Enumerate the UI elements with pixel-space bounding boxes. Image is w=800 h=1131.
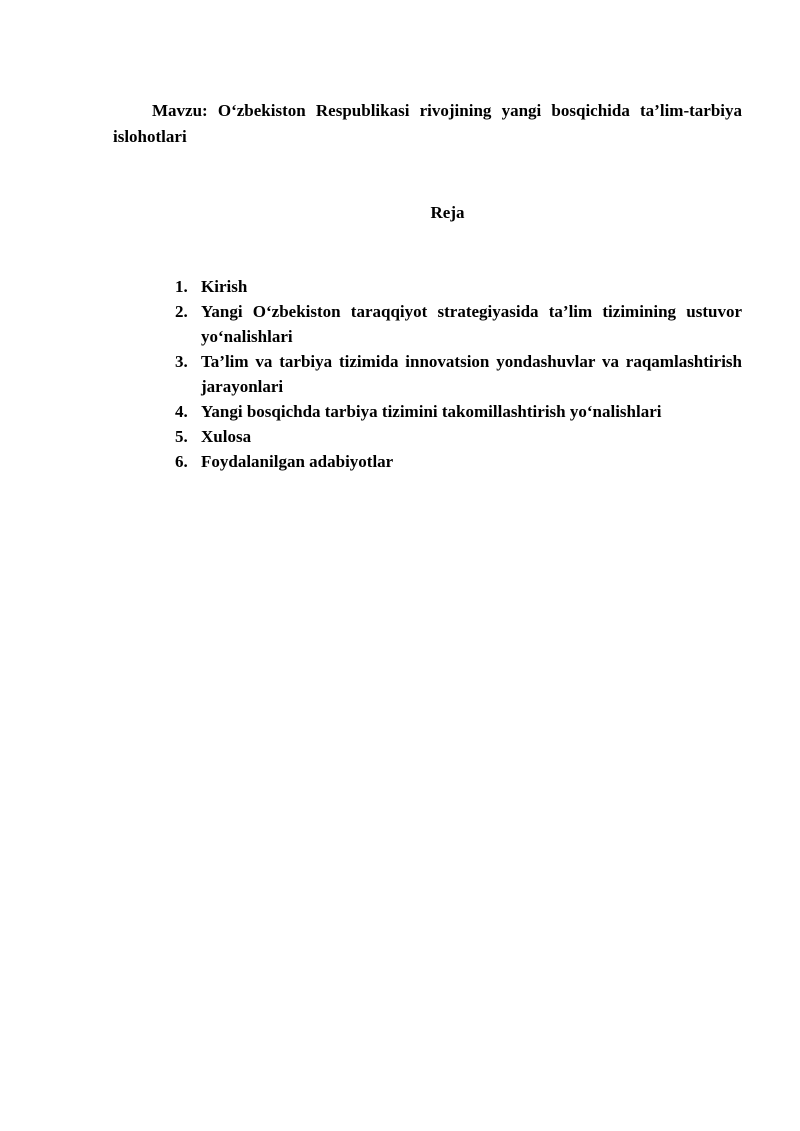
plan-item [175, 424, 742, 449]
plan-item-number: 5. [175, 427, 188, 446]
plan-item-number: 6. [175, 452, 188, 471]
plan-item [175, 299, 742, 349]
plan-item [175, 449, 742, 474]
plan-item-text: Yangi bosqichda tarbiya tizimini takomillashtirish yo‘nalishlari [201, 402, 662, 421]
plan-item-number: 2. [175, 302, 188, 321]
plan-heading: Reja [430, 203, 465, 222]
plan-item-number: 1. [175, 277, 188, 296]
plan-item-number: 4. [175, 402, 188, 421]
plan-item-text: Ta’lim va tarbiya tizimida innovatsion yondashuvlar va raqamlashtirish jarayonlari [201, 352, 742, 396]
plan-item-text: Kirish [201, 277, 248, 296]
plan-item-text: Yangi O‘zbekiston taraqqiyot strategiyasida ta’lim tizimining ustuvor yo‘nalishlari [201, 302, 742, 346]
topic-title: Mavzu: O‘zbekiston Respublikasi rivojining yangi bosqichida ta’lim-tarbiya islohotlari [113, 101, 742, 146]
plan-item [175, 349, 742, 399]
plan-item-text: Foydalanilgan adabiyotlar [201, 452, 394, 471]
plan-list [175, 274, 742, 474]
plan-item [175, 399, 742, 424]
plan-item [175, 274, 742, 299]
plan-item-number: 3. [175, 352, 188, 371]
plan-item-text: Xulosa [201, 427, 252, 446]
